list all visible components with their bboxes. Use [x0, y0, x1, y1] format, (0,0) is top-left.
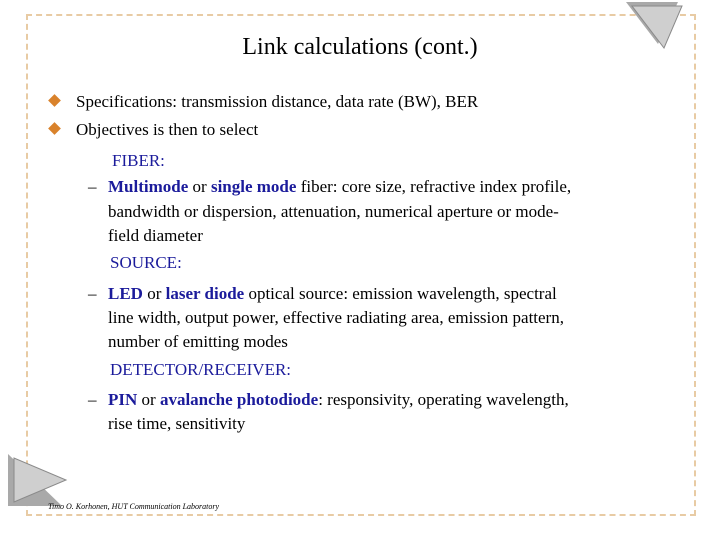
fiber-heading: FIBER: [112, 151, 165, 170]
keyword: Multimode [108, 177, 189, 196]
keyword: avalanche photodiode [159, 390, 319, 409]
source-line-2: line width, output power, effective radiating area, emission pattern, [108, 308, 564, 327]
detector-line-1 [108, 390, 569, 410]
description-text: optical source: emission wavelength, spectral [248, 284, 557, 303]
source-line-1 [108, 284, 557, 304]
source-line-3: number of emitting modes [108, 332, 288, 351]
fiber-line-1 [108, 177, 571, 197]
keyword: single mode [210, 177, 297, 196]
keyword: PIN [108, 390, 138, 409]
connector-text: or [147, 284, 162, 303]
bullet-text: Objectives is then to select [76, 120, 259, 139]
keyword: LED [108, 284, 143, 303]
footer-credit: Timo O. Korhonen, HUT Communication Laboratory [48, 502, 220, 511]
description-text: fiber: core size, refractive index profile, [300, 177, 572, 196]
description-text: : responsivity, operating wavelength, [318, 390, 569, 409]
bullet-text: Specifications: transmission distance, data rate (BW), BER [76, 92, 479, 111]
dash-marker: – [88, 177, 97, 196]
fiber-line-2: bandwidth or dispersion, attenuation, numerical aperture or mode- [108, 202, 559, 221]
detector-line-2: rise time, sensitivity [108, 414, 246, 433]
connector-text: or [141, 390, 156, 409]
connector-text: or [192, 177, 207, 196]
source-heading: SOURCE: [110, 253, 182, 272]
fiber-line-3: field diameter [108, 226, 203, 245]
dash-marker: – [88, 284, 97, 303]
keyword: laser diode [165, 284, 245, 303]
detector-heading: DETECTOR/RECEIVER: [110, 360, 292, 379]
dash-marker: – [88, 390, 97, 409]
slide-title: Link calculations (cont.) [242, 34, 478, 60]
